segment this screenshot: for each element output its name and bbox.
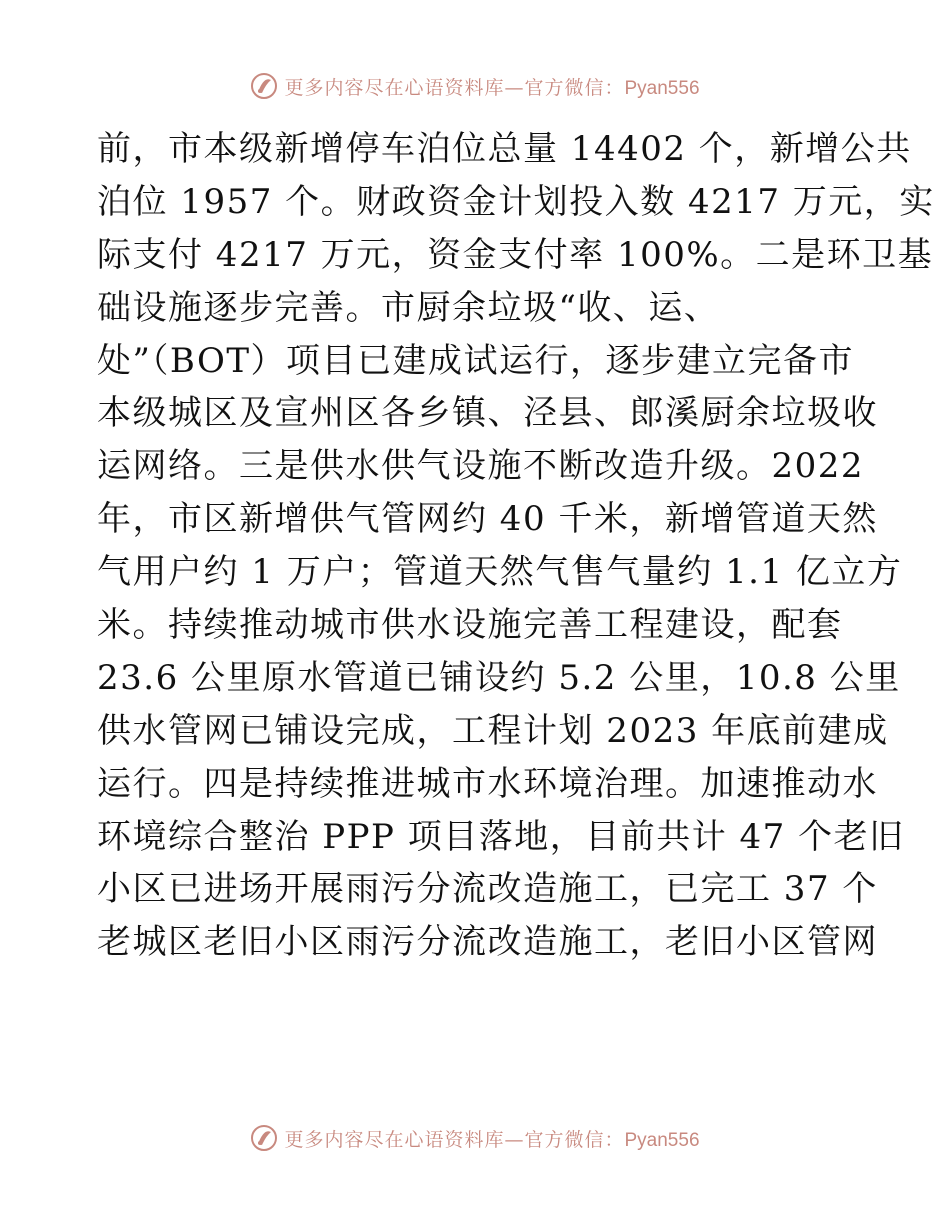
- text-line: 前，市本级新增停车泊位总量 14402 个，新增公共: [97, 129, 912, 169]
- library-logo-icon: [250, 1124, 278, 1152]
- text-line: 处”（BOT）项目已建成试运行，逐步建立完备市: [97, 340, 855, 381]
- footer-watermark: [0, 1124, 950, 1152]
- text-line: 运行。四是持续推进城市水环境治理。加速推动水: [97, 763, 878, 804]
- library-logo-icon: [250, 72, 278, 100]
- text-line: 气用户约 1 万户；管道天然气售气量约 1.1 亿立方: [97, 552, 903, 593]
- watermark-wechat-id: Pyan556: [624, 77, 700, 99]
- text-line: 米。持续推动城市供水设施完善工程建设，配套: [97, 605, 843, 646]
- watermark-wechat-id: Pyan556: [624, 1129, 700, 1151]
- text-line: 运网络。三是供水供气设施不断改造升级。2022: [97, 446, 865, 487]
- text-line: 际支付 4217 万元，资金支付率 100%。二是环卫基: [97, 234, 934, 275]
- text-line: 老城区老旧小区雨污分流改造施工，老旧小区管网: [97, 922, 878, 963]
- text-line: 泊位 1957 个。财政资金计划投入数 4217 万元，实: [97, 181, 935, 222]
- document-body: [97, 123, 935, 969]
- text-line: 年，市区新增供气管网约 40 千米，新增管道天然: [97, 499, 878, 540]
- text-line: 23.6 公里原水管道已铺设约 5.2 公里，10.8 公里: [97, 657, 901, 698]
- text-line: 本级城区及宣州区各乡镇、泾县、郎溪厨余垃圾收: [97, 393, 878, 434]
- text-line: 环境综合整治 PPP 项目落地，目前共计 47 个老旧: [97, 816, 905, 857]
- text-line: 供水管网已铺设完成，工程计划 2023 年底前建成: [97, 710, 889, 751]
- header-watermark: [0, 72, 950, 100]
- text-line: 小区已进场开展雨污分流改造施工，已完工 37 个: [97, 869, 878, 910]
- watermark-text: 更多内容尽在心语资料库—官方微信：: [284, 1128, 625, 1151]
- text-line: 础设施逐步完善。市厨余垃圾“收、运、: [97, 287, 720, 328]
- watermark-text: 更多内容尽在心语资料库—官方微信：: [284, 76, 625, 99]
